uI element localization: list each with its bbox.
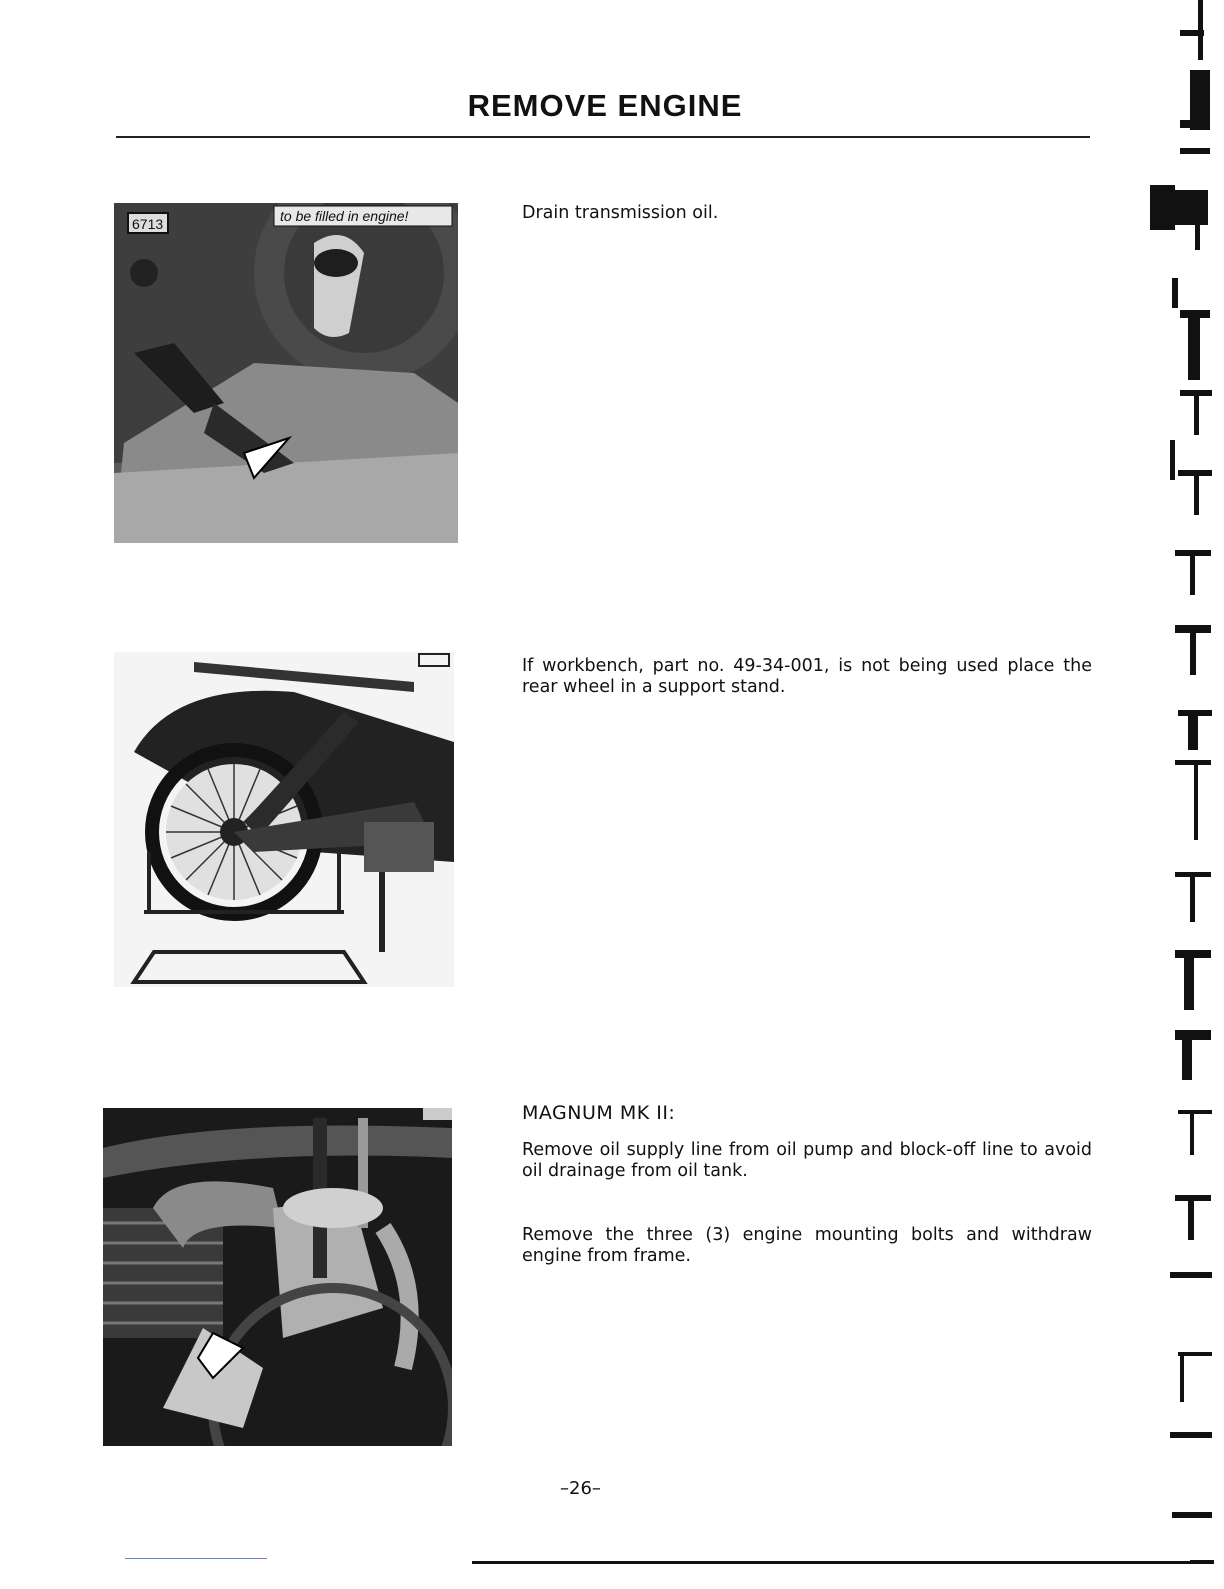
step-text-drain-oil: Drain transmission oil. xyxy=(522,203,719,223)
step-heading-magnum: MAGNUM MK II: xyxy=(522,1102,676,1124)
page-title: REMOVE ENGINE xyxy=(467,88,743,123)
step-text-mounting-bolts: Remove the three (3) engine mounting bolts and withdraw engine from frame. xyxy=(522,1225,1092,1266)
title-rule xyxy=(116,136,1090,138)
engine-photo-graphic xyxy=(114,203,458,543)
footer-line-right xyxy=(472,1561,1212,1564)
step-text-support-stand: If workbench, part no. 49-34-001, is not being used place the rear wheel in a support stand. xyxy=(522,656,1092,697)
moped-photo-graphic xyxy=(114,652,454,987)
photo-caption: to be filled in engine! xyxy=(280,208,409,224)
binder-tab-marks xyxy=(1150,0,1224,1584)
photo-drain-oil xyxy=(114,203,458,543)
page-number: –26– xyxy=(560,1478,601,1499)
photo-support-stand xyxy=(114,652,454,987)
step-text-oil-supply: Remove oil supply line from oil pump and block-off line to avoid oil drainage from oil tank. xyxy=(522,1140,1092,1181)
carburetor-photo-graphic xyxy=(103,1108,452,1446)
photo-oil-line xyxy=(103,1108,452,1446)
photo-label: 6713 xyxy=(132,216,164,232)
footer-line-left xyxy=(125,1558,267,1559)
binder-marks-graphic xyxy=(1150,0,1224,1584)
